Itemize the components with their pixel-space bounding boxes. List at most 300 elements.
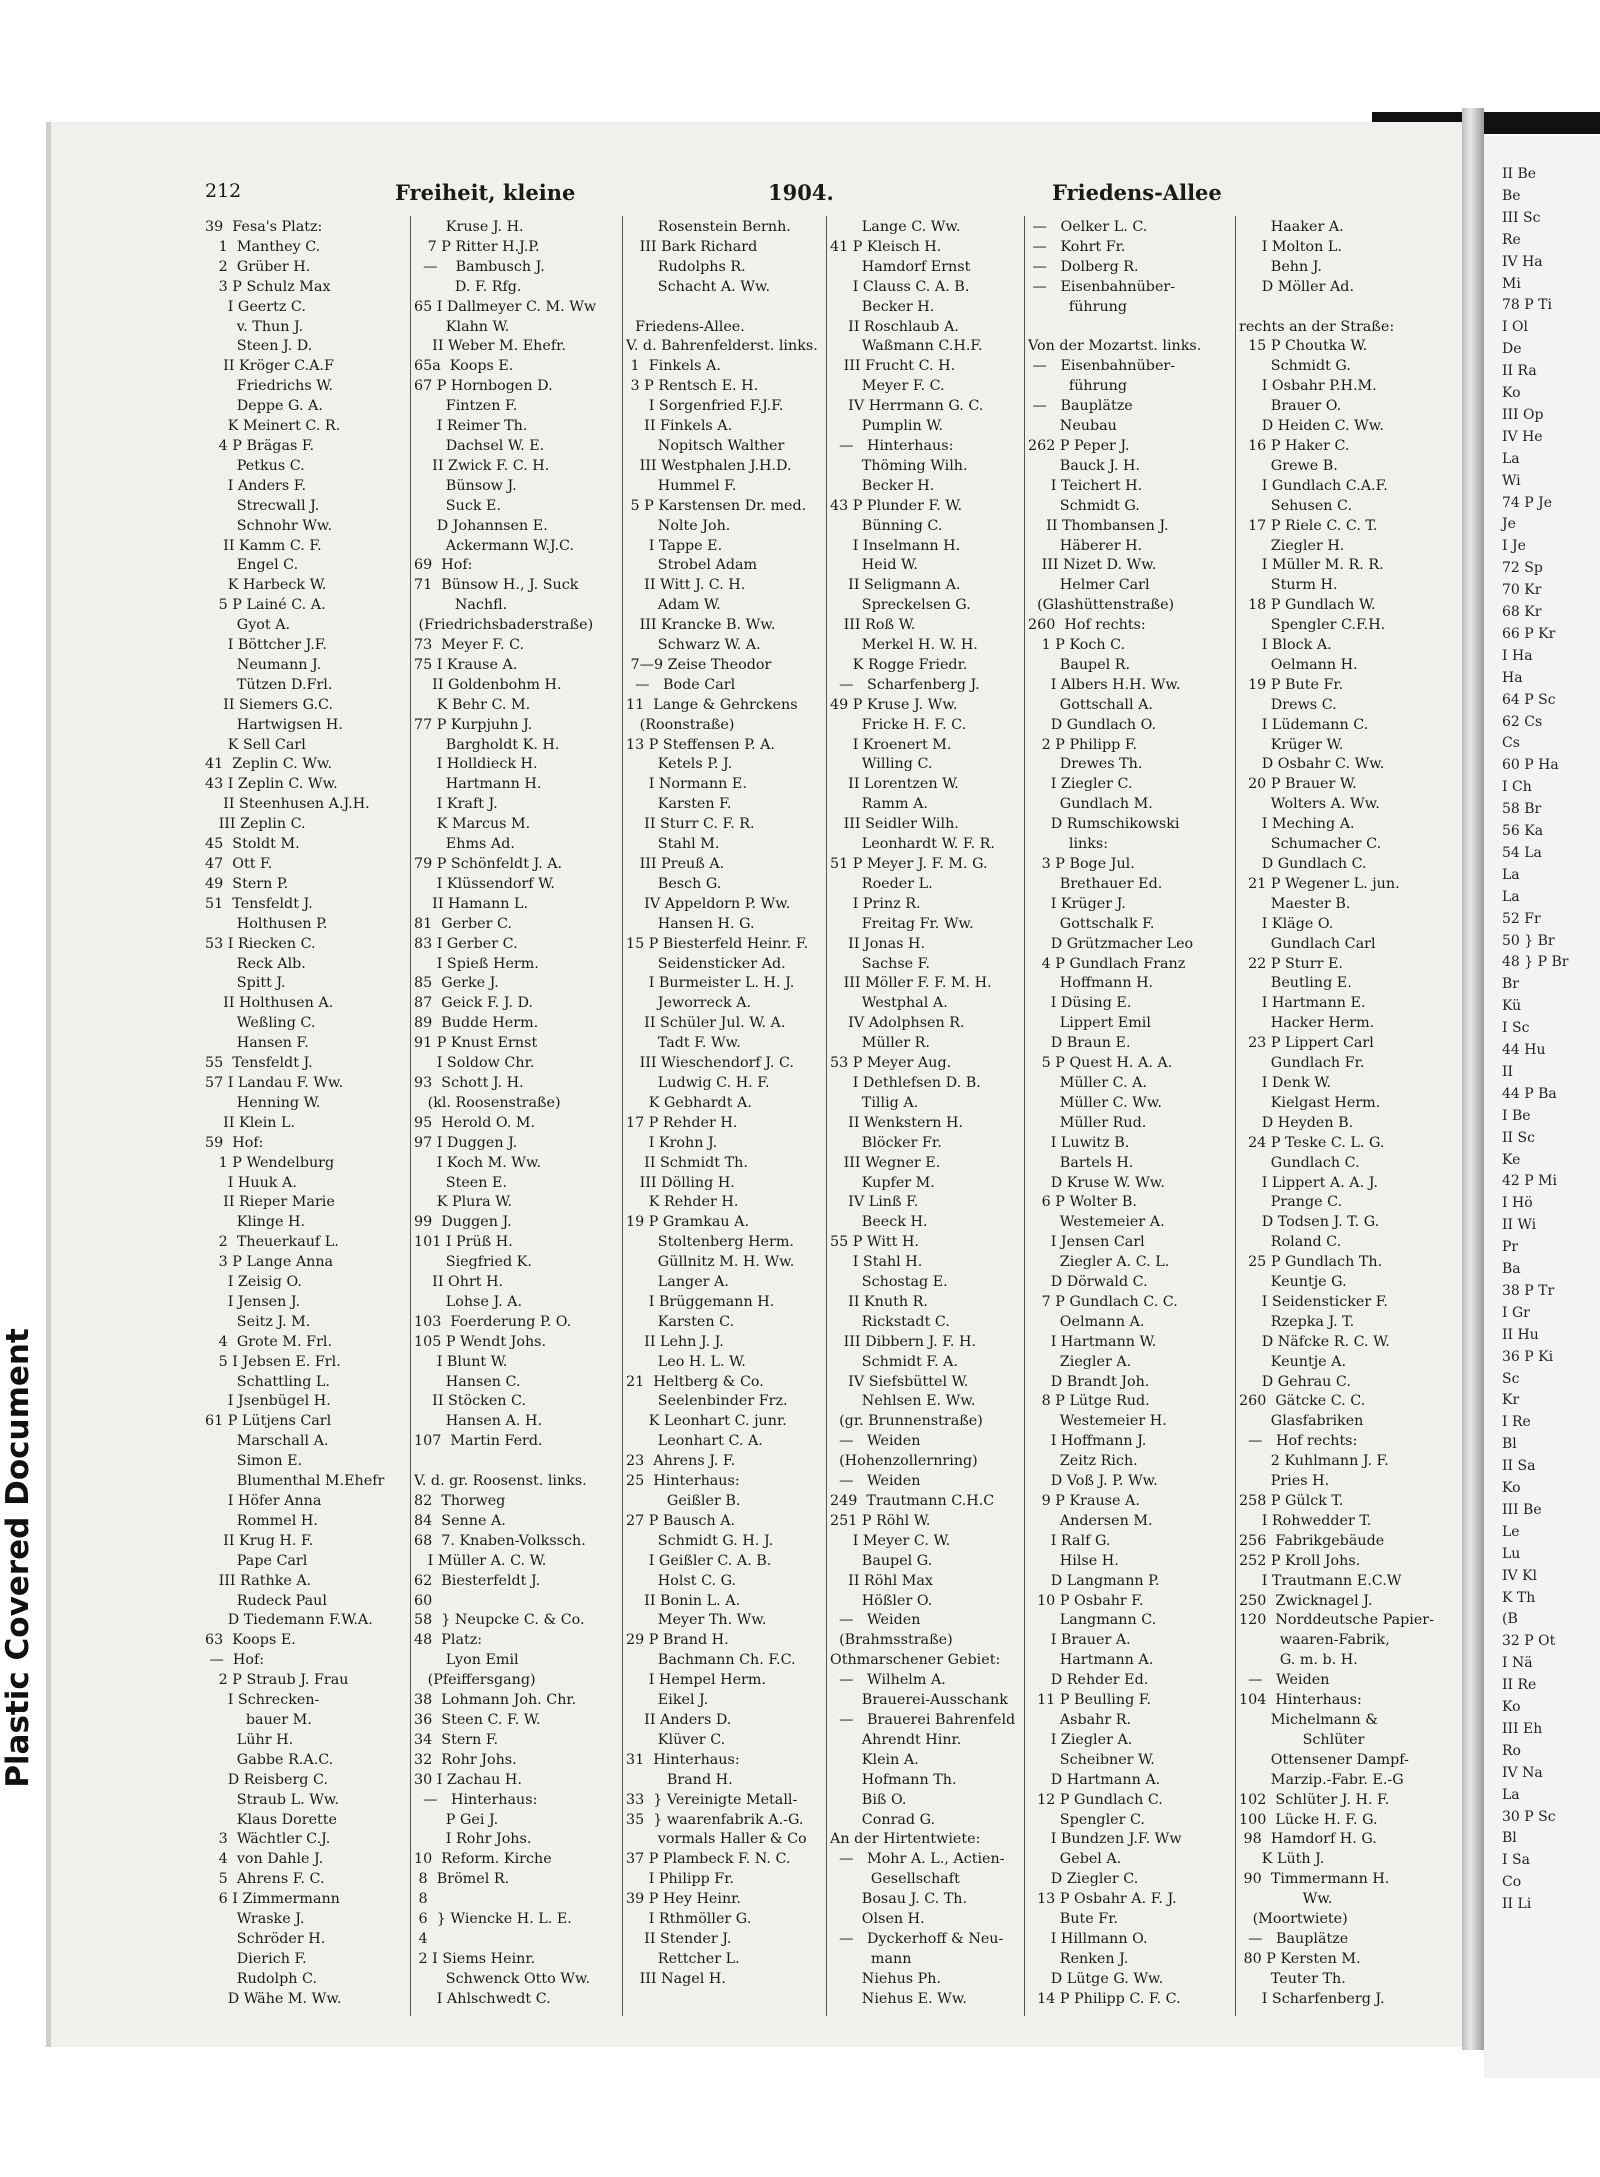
- directory-entry: Lühr H.: [205, 1731, 294, 1748]
- directory-entry: Teuter Th.: [1239, 1970, 1346, 1987]
- directory-entry: III Rathke A.: [205, 1572, 312, 1589]
- directory-entry: II Ohrt H.: [414, 1274, 504, 1291]
- directory-entry: 35 } waarenfabrik A.-G.: [626, 1811, 804, 1828]
- directory-entry: D Lütge G. Ww.: [1028, 1970, 1164, 1987]
- directory-column-1: [205, 218, 408, 2010]
- directory-entry: Schostag E.: [830, 1274, 948, 1291]
- directory-entry: 20 P Brauer W.: [1239, 776, 1357, 793]
- directory-entry: 33 } Vereinigte Metall-: [626, 1791, 798, 1808]
- directory-column-6: [1239, 218, 1459, 2010]
- directory-entry: (Friedrichsbaderstraße): [414, 617, 594, 634]
- directory-entry: waaren-Fabrik,: [1239, 1632, 1390, 1649]
- directory-entry: I Hartmann W.: [1028, 1333, 1157, 1350]
- directory-entry: II Kamm C. F.: [205, 537, 322, 554]
- directory-entry: 63 Koops E.: [205, 1632, 296, 1649]
- next-page-fragment: Ha: [1502, 669, 1523, 686]
- directory-entry: 99 Duggen J.: [414, 1214, 512, 1231]
- directory-entry: Bachmann Ch. F.C.: [626, 1652, 796, 1669]
- directory-entry: I Seidensticker F.: [1239, 1293, 1388, 1310]
- directory-entry: 4: [414, 1930, 428, 1947]
- next-page-fragment: 72 Sp: [1502, 560, 1543, 577]
- directory-entry: I Sorgenfried F.J.F.: [626, 398, 784, 415]
- directory-entry: D Heyden B.: [1239, 1114, 1354, 1131]
- directory-entry: 55 Tensfeldt J.: [205, 1055, 313, 1072]
- directory-entry: II Stender J.: [626, 1930, 732, 1947]
- directory-entry: Schmidt F. A.: [830, 1353, 959, 1370]
- directory-column-4: [830, 218, 1022, 2010]
- directory-entry: K Gebhardt A.: [626, 1094, 752, 1111]
- directory-entry: 73 Meyer F. C.: [414, 637, 525, 654]
- directory-entry: Thöming Wilh.: [830, 457, 968, 474]
- directory-entry: K Marcus M.: [414, 816, 531, 833]
- next-page-fragment: Ko: [1502, 1699, 1521, 1715]
- directory-entry: An der Hirtentwiete:: [830, 1831, 981, 1848]
- directory-entry: 120 Norddeutsche Papier-: [1239, 1612, 1434, 1629]
- directory-entry: I Geertz C.: [205, 298, 306, 315]
- next-page-fragment: III Eh: [1502, 1720, 1543, 1737]
- next-page-fragment: Ke: [1502, 1151, 1521, 1168]
- directory-entry: Bünning C.: [830, 517, 943, 534]
- directory-entry: Ww.: [1239, 1891, 1333, 1908]
- directory-entry: I Hillmann O.: [1028, 1930, 1148, 1947]
- directory-entry: Drews C.: [1239, 696, 1337, 713]
- directory-entry: Neubau: [1028, 418, 1117, 435]
- directory-entry: Roeder L.: [830, 875, 933, 892]
- directory-entry: Freitag Fr. Ww.: [830, 915, 974, 932]
- next-page-fragment: I Hö: [1502, 1195, 1533, 1212]
- next-page-fragment: 78 P Ti: [1502, 297, 1552, 314]
- directory-entry: 5 Ahrens F. C.: [205, 1871, 325, 1888]
- directory-entry: III Dölling H.: [626, 1174, 735, 1191]
- directory-entry: 49 P Kruse J. Ww.: [830, 696, 958, 713]
- directory-entry: 79 P Schönfeldt J. A.: [414, 856, 563, 872]
- directory-entry: I Jensen Carl: [1028, 1234, 1145, 1251]
- directory-entry: Bünsow J.: [414, 477, 517, 494]
- directory-entry: Kupfer M.: [830, 1174, 935, 1191]
- directory-entry: Strecwall J.: [205, 497, 320, 514]
- plastic-covered-stamp: [0, 1188, 36, 1928]
- directory-entry: 60: [414, 1592, 433, 1609]
- directory-entry: Klüver C.: [626, 1731, 726, 1748]
- directory-entry: Spreckelsen G.: [830, 597, 971, 614]
- directory-entry: I Denk W.: [1239, 1074, 1331, 1091]
- directory-entry: I Hempel Herm.: [626, 1672, 766, 1689]
- directory-entry: Strobel Adam: [626, 557, 758, 574]
- directory-entry: Ackermann W.J.C.: [414, 537, 575, 554]
- directory-entry: Ketels P. J.: [626, 756, 733, 773]
- directory-entry: Gundlach Carl: [1239, 935, 1376, 952]
- directory-entry: III Möller F. F. M. H.: [830, 975, 992, 992]
- directory-entry: I Jsenbügel H.: [205, 1393, 331, 1410]
- directory-entry: Ottensener Dampf-: [1239, 1751, 1409, 1768]
- directory-entry: Zeitz Rich.: [1028, 1453, 1138, 1470]
- next-page-fragment: 42 P Mi: [1502, 1173, 1557, 1190]
- directory-entry: Oelmann H.: [1239, 656, 1358, 673]
- directory-entry: links:: [1028, 836, 1109, 853]
- directory-entry: Nachfl.: [414, 597, 508, 614]
- directory-entry: 252 P Kroll Johs.: [1239, 1552, 1361, 1569]
- directory-entry: 251 P Röhl W.: [830, 1512, 931, 1529]
- next-page-fragment: La: [1502, 450, 1520, 467]
- directory-entry: — Hinterhaus:: [414, 1791, 538, 1808]
- directory-entry: 31 Hinterhaus:: [626, 1751, 740, 1768]
- directory-entry: K Rogge Friedr.: [830, 656, 968, 673]
- next-page-fragment: I Nä: [1502, 1655, 1533, 1672]
- directory-entry: Biß O.: [830, 1791, 907, 1808]
- directory-entry: Neumann J.: [205, 656, 322, 673]
- directory-entry: D Voß J. P. Ww.: [1028, 1473, 1158, 1490]
- next-page-fragment: K Th: [1502, 1589, 1536, 1606]
- directory-entry: Kielgast Herm.: [1239, 1094, 1381, 1111]
- directory-entry: I Dethlefsen D. B.: [830, 1074, 981, 1091]
- directory-entry: I Kläge O.: [1239, 915, 1334, 932]
- directory-entry: Steen J. D.: [205, 338, 313, 355]
- directory-entry: I Anders F.: [205, 477, 307, 494]
- directory-entry: 98 Hamdorf H. G.: [1239, 1831, 1377, 1848]
- directory-entry: G. m. b. H.: [1239, 1652, 1358, 1669]
- directory-entry: Leo H. L. W.: [626, 1353, 746, 1370]
- directory-entry: Karsten F.: [626, 796, 732, 813]
- directory-entry: Tillig A.: [830, 1094, 919, 1111]
- directory-entry: 87 Geick F. J. D.: [414, 995, 533, 1012]
- directory-entry: I Müller A. C. W.: [414, 1552, 547, 1569]
- directory-entry: Gundlach Fr.: [1239, 1055, 1365, 1072]
- next-page-fragment: 30 P Sc: [1502, 1808, 1556, 1825]
- next-page-fragment: 70 Kr: [1502, 582, 1542, 599]
- directory-entry: D Tiedemann F.W.A.: [205, 1612, 373, 1629]
- next-page-fragment: II Ra: [1502, 363, 1537, 380]
- next-page-fragment: 52 Fr: [1502, 910, 1541, 927]
- directory-entry: 61 P Lütjens Carl: [205, 1413, 332, 1430]
- directory-entry: III Nizet D. Ww.: [1028, 557, 1157, 574]
- directory-entry: — Weiden: [830, 1473, 921, 1490]
- directory-entry: III Frucht C. H.: [830, 358, 956, 375]
- directory-entry: Langmann C.: [1028, 1612, 1157, 1629]
- next-page-fragment: Ko: [1502, 1480, 1521, 1496]
- next-page-fragment: I Re: [1502, 1414, 1531, 1431]
- next-page-edge: [1484, 136, 1600, 2078]
- next-page-fragment: Ba: [1502, 1261, 1521, 1277]
- directory-entry: D Heiden C. Ww.: [1239, 418, 1384, 435]
- directory-entry: (Roonstraße): [626, 716, 735, 733]
- directory-entry: 5 P Karstensen Dr. med.: [626, 497, 807, 514]
- directory-entry: Blumenthal M.Ehefr: [205, 1473, 385, 1490]
- directory-entry: I Düsing E.: [1028, 995, 1132, 1012]
- directory-entry: Glasfabriken: [1239, 1413, 1364, 1430]
- directory-entry: Steen E.: [414, 1174, 508, 1191]
- directory-entry: D Gundlach C.: [1239, 856, 1367, 872]
- directory-entry: I Albers H.H. Ww.: [1028, 676, 1181, 693]
- directory-entry: 80 P Kersten M.: [1239, 1950, 1361, 1967]
- directory-entry: 51 P Meyer J. F. M. G.: [830, 856, 988, 872]
- directory-entry: Roland C.: [1239, 1234, 1342, 1251]
- directory-entry: Schnohr Ww.: [205, 517, 333, 534]
- directory-entry: I Gundlach C.A.F.: [1239, 477, 1388, 494]
- next-page-fragment: I Je: [1502, 538, 1526, 555]
- directory-entry: 2 P Straub J. Frau: [205, 1672, 349, 1689]
- directory-entry: I Burmeister L. H. J.: [626, 975, 795, 992]
- directory-entry: I Geißler C. A. B.: [626, 1552, 772, 1569]
- next-page-fragment: Re: [1502, 231, 1521, 248]
- directory-entry: 36 Steen C. F. W.: [414, 1711, 541, 1728]
- directory-entry: D Reisberg C.: [205, 1771, 328, 1788]
- directory-entry: Adam W.: [626, 597, 721, 614]
- directory-entry: Conrad G.: [830, 1811, 936, 1828]
- directory-entry: Ramm A.: [830, 796, 928, 813]
- directory-entry: III Zeplin C.: [205, 816, 306, 833]
- directory-entry: II Schmidt Th.: [626, 1154, 748, 1171]
- directory-entry: II Krug H. F.: [205, 1532, 314, 1549]
- directory-entry: Müller Rud.: [1028, 1114, 1147, 1131]
- directory-entry: 100 Lücke H. F. G.: [1239, 1811, 1378, 1828]
- directory-entry: I Kraft J.: [414, 796, 498, 813]
- directory-entry: 25 Hinterhaus:: [626, 1473, 740, 1490]
- directory-entry: I Zeisig O.: [205, 1274, 302, 1291]
- directory-entry: Holst C. G.: [626, 1572, 737, 1589]
- directory-entry: 3 P Lange Anna: [205, 1254, 334, 1271]
- directory-entry: Brauerei-Ausschank: [830, 1692, 1008, 1709]
- directory-entry: K Rehder H.: [626, 1194, 739, 1211]
- directory-entry: 256 Fabrikgebäude: [1239, 1532, 1385, 1549]
- next-page-fragment: I Sc: [1502, 1020, 1530, 1037]
- directory-entry: 24 P Teske C. L. G.: [1239, 1134, 1385, 1151]
- directory-entry: 77 P Kurpjuhn J.: [414, 716, 533, 733]
- directory-entry: K Lüth J.: [1239, 1851, 1325, 1868]
- directory-entry: Westemeier H.: [1028, 1413, 1167, 1430]
- directory-entry: II Sturr C. F. R.: [626, 816, 755, 833]
- directory-entry: Rudeck Paul: [205, 1592, 327, 1609]
- directory-entry: 57 I Landau F. Ww.: [205, 1074, 344, 1091]
- directory-entry: Grewe B.: [1239, 457, 1338, 474]
- directory-entry: Fintzen F.: [414, 398, 518, 415]
- directory-entry: 3 P Rentsch E. H.: [626, 378, 759, 395]
- directory-entry: (gr. Brunnenstraße): [830, 1413, 983, 1430]
- directory-entry: II Lorentzen W.: [830, 776, 959, 793]
- directory-entry: Merkel H. W. H.: [830, 637, 978, 654]
- directory-entry: Hofmann Th.: [830, 1771, 957, 1788]
- directory-entry: V. d. gr. Roosenst. links.: [414, 1473, 587, 1490]
- directory-entry: 6 P Wolter B.: [1028, 1194, 1137, 1211]
- next-page-fragment: IV Kl: [1502, 1567, 1538, 1584]
- directory-entry: II Schüler Jul. W. A.: [626, 1015, 786, 1032]
- directory-entry: Besch G.: [626, 875, 722, 892]
- directory-entry: 62 Biesterfeldt J.: [414, 1572, 541, 1589]
- next-page-fragment: 44 P Ba: [1502, 1085, 1557, 1102]
- directory-entry: 12 P Gundlach C.: [1028, 1791, 1163, 1808]
- directory-entry: IV Siefsbüttel W.: [830, 1373, 969, 1390]
- directory-entry: 75 I Krause A.: [414, 656, 518, 673]
- directory-entry: Blöcker Fr.: [830, 1134, 942, 1151]
- next-page-fragment: I Gr: [1502, 1304, 1530, 1321]
- directory-entry: 21 Heltberg & Co.: [626, 1373, 764, 1390]
- directory-entry: 2 Theuerkauf L.: [205, 1234, 339, 1251]
- next-page-fragment: 58 Br: [1502, 801, 1542, 818]
- directory-entry: 19 P Bute Fr.: [1239, 676, 1344, 693]
- directory-entry: Meyer F. C.: [830, 378, 945, 395]
- directory-entry: Westphal A.: [830, 995, 948, 1012]
- directory-entry: Friedens-Allee.: [626, 318, 745, 335]
- directory-entry: II Weber M. Ehefr.: [414, 338, 566, 355]
- next-page-fragment: Be: [1502, 187, 1521, 204]
- directory-entry: Hacker Herm.: [1239, 1015, 1375, 1032]
- directory-entry: 29 P Brand H.: [626, 1632, 729, 1649]
- directory-entry: Schacht A. Ww.: [626, 278, 771, 295]
- directory-entry: D Kruse W. Ww.: [1028, 1174, 1165, 1191]
- directory-entry: Hamdorf Ernst: [830, 258, 971, 275]
- directory-entry: Ahrendt Hinr.: [830, 1731, 962, 1748]
- next-page-fragment: II Re: [1502, 1677, 1537, 1694]
- directory-entry: Spengler C.F.H.: [1239, 617, 1386, 634]
- directory-entry: (Moortwiete): [1239, 1911, 1348, 1928]
- directory-entry: Schwenck Otto Ww.: [414, 1970, 591, 1987]
- next-page-fragment: 64 P Sc: [1502, 691, 1556, 708]
- directory-entry: Geißler B.: [626, 1493, 741, 1509]
- directory-entry: 11 Lange & Gehrckens: [626, 696, 798, 713]
- directory-entry: Stoltenberg Herm.: [626, 1234, 794, 1251]
- directory-entry: K Behr C. M.: [414, 696, 531, 713]
- directory-entry: 250 Zwicknagel J.: [1239, 1592, 1373, 1609]
- directory-entry: 32 Rohr Johs.: [414, 1751, 517, 1768]
- directory-entry: — Hof:: [205, 1652, 265, 1669]
- stamp-text: Plastic Covered Document: [0, 1328, 37, 1788]
- directory-entry: I Reimer Th.: [414, 418, 528, 435]
- next-page-fragment: Mi: [1502, 275, 1521, 292]
- directory-entry: I Höfer Anna: [205, 1493, 322, 1509]
- directory-entry: I Krohn J.: [626, 1134, 718, 1151]
- directory-entry: IV Appeldorn P. Ww.: [626, 895, 791, 912]
- directory-entry: — Kohrt Fr.: [1028, 238, 1126, 255]
- directory-entry: 260 Gätcke C. C.: [1239, 1393, 1366, 1410]
- directory-entry: K Sell Carl: [205, 736, 306, 753]
- directory-entry: Klaus Dorette: [205, 1811, 337, 1828]
- directory-entry: Müller C. A.: [1028, 1074, 1148, 1091]
- directory-entry: Hansen C.: [414, 1373, 521, 1390]
- directory-entry: 22 P Sturr E.: [1239, 955, 1343, 972]
- directory-entry: v. Thun J.: [205, 318, 304, 335]
- directory-entry: P Gei J.: [414, 1811, 499, 1828]
- directory-entry: Baupel R.: [1028, 656, 1131, 673]
- directory-entry: K Leonhart C. junr.: [626, 1413, 787, 1430]
- next-page-fragment: 48 } P Br: [1502, 954, 1569, 971]
- directory-entry: D Braun E.: [1028, 1035, 1131, 1052]
- directory-entry: II Goldenbohm H.: [414, 676, 562, 693]
- next-page-fragment: Br: [1502, 976, 1519, 993]
- directory-entry: Niehus E. Ww.: [830, 1990, 967, 2007]
- directory-entry: Reck Alb.: [205, 955, 306, 972]
- directory-entry: — Dolberg R.: [1028, 258, 1139, 275]
- next-page-fragment: II: [1502, 1063, 1514, 1080]
- directory-entry: Hilse H.: [1028, 1552, 1119, 1569]
- directory-entry: Häberer H.: [1028, 537, 1143, 554]
- directory-entry: D Möller Ad.: [1239, 278, 1354, 295]
- next-page-fragment: Lu: [1502, 1545, 1521, 1562]
- directory-entry: D Rehder Ed.: [1028, 1672, 1149, 1689]
- directory-entry: 49 Stern P.: [205, 875, 289, 892]
- directory-entry: 55 P Witt H.: [830, 1234, 919, 1251]
- column-rule: [622, 216, 623, 2016]
- next-page-fragment: IV Na: [1502, 1764, 1543, 1781]
- directory-entry: Jeworreck A.: [626, 995, 752, 1012]
- directory-entry: 53 I Riecken C.: [205, 935, 316, 952]
- next-page-fragment: Bl: [1502, 1830, 1517, 1847]
- next-page-fragment: 68 Kr: [1502, 604, 1542, 620]
- directory-entry: D Hartmann A.: [1028, 1771, 1161, 1788]
- directory-entry: III Krancke B. Ww.: [626, 617, 776, 634]
- next-page-fragment: IV He: [1502, 428, 1543, 445]
- directory-entry: Gesellschaft: [830, 1871, 960, 1888]
- directory-entry: (Hohenzollernring): [830, 1453, 978, 1470]
- directory-entry: D Johannsen E.: [414, 517, 548, 534]
- directory-entry: I Bundzen J.F. Ww: [1028, 1831, 1182, 1848]
- directory-entry: 13 P Osbahr A. F. J.: [1028, 1891, 1177, 1908]
- directory-entry: 23 P Lippert Carl: [1239, 1035, 1374, 1052]
- directory-entry: 58 } Neupcke C. & Co.: [414, 1612, 585, 1629]
- directory-entry: Sachse F.: [830, 955, 930, 972]
- directory-entry: D Wähe M. Ww.: [205, 1990, 342, 2007]
- directory-entry: 15 P Biesterfeld Heinr. F.: [626, 935, 809, 952]
- next-page-fragment: II Wi: [1502, 1217, 1537, 1234]
- directory-entry: I Teichert H.: [1028, 477, 1143, 494]
- directory-entry: D Näfcke R. C. W.: [1239, 1333, 1390, 1350]
- directory-entry: IV Herrmann G. C.: [830, 398, 984, 415]
- directory-entry: II Klein L.: [205, 1114, 296, 1131]
- directory-entry: Suck E.: [414, 497, 502, 514]
- directory-entry: Deppe G. A.: [205, 398, 323, 415]
- page-number: 212: [205, 180, 242, 202]
- next-page-fragment: (B: [1502, 1611, 1518, 1628]
- directory-entry: Tadt F. Ww.: [626, 1035, 741, 1052]
- directory-entry: Othmarschener Gebiet:: [830, 1652, 1001, 1669]
- directory-entry: II Bonin L. A.: [626, 1592, 741, 1609]
- directory-entry: I Müller M. R. R.: [1239, 557, 1384, 574]
- next-page-fragment: II Be: [1502, 166, 1537, 182]
- directory-entry: I Spieß Herm.: [414, 955, 539, 972]
- directory-entry: 6 } Wiencke H. L. E.: [414, 1911, 572, 1928]
- directory-entry: Hartmann A.: [1028, 1652, 1154, 1669]
- next-page-fragment: I Sa: [1502, 1852, 1530, 1869]
- directory-entry: Olsen H.: [830, 1911, 925, 1928]
- directory-entry: Wolters A. Ww.: [1239, 796, 1380, 813]
- directory-entry: Ehms Ad.: [414, 836, 515, 853]
- directory-entry: 15 P Choutka W.: [1239, 338, 1368, 355]
- directory-entry: Gundlach M.: [1028, 796, 1153, 813]
- directory-entry: 85 Gerke J.: [414, 975, 499, 992]
- directory-entry: D Gehrau C.: [1239, 1373, 1351, 1390]
- directory-entry: Hansen H. G.: [626, 915, 755, 932]
- directory-entry: III Wieschendorf J. C.: [626, 1055, 794, 1072]
- directory-entry: Seidensticker Ad.: [626, 955, 786, 972]
- directory-entry: Schwarz W. A.: [626, 637, 761, 654]
- directory-entry: Baupel G.: [830, 1552, 933, 1569]
- directory-column-2: [414, 218, 620, 2010]
- directory-entry: Müller C. Ww.: [1028, 1094, 1162, 1111]
- directory-entry: D Grützmacher Leo: [1028, 935, 1194, 952]
- directory-entry: Rudolphs R.: [626, 258, 746, 275]
- directory-entry: IV Adolphsen R.: [830, 1015, 965, 1032]
- directory-entry: I Ziegler C.: [1028, 776, 1133, 793]
- next-page-fragment: Cs: [1502, 735, 1520, 752]
- next-page-fragment: 44 Hu: [1502, 1042, 1546, 1058]
- next-page-fragment: La: [1502, 888, 1520, 905]
- next-page-fragment: Pr: [1502, 1239, 1519, 1256]
- directory-entry: Schumacher C.: [1239, 836, 1382, 853]
- directory-entry: III Wegner E.: [830, 1154, 941, 1171]
- directory-entry: II Hamann L.: [414, 895, 529, 912]
- directory-entry: I Jensen J.: [205, 1293, 301, 1310]
- directory-entry: 37 P Plambeck F. N. C.: [626, 1851, 791, 1868]
- directory-entry: 10 Reform. Kirche: [414, 1851, 552, 1868]
- directory-entry: Sturm H.: [1239, 577, 1338, 594]
